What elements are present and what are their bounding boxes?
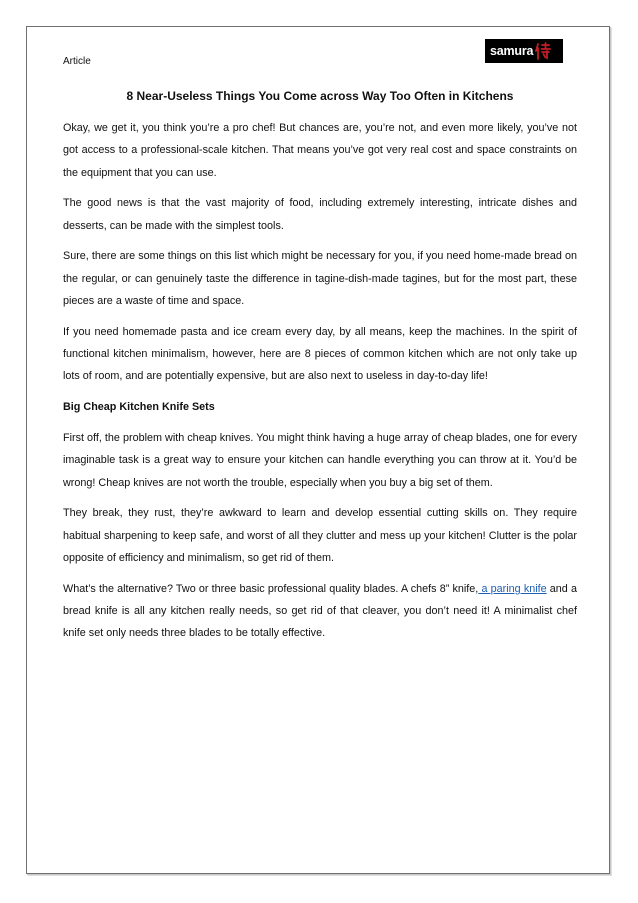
section-paragraph-1: First off, the problem with cheap knives. You might think having a huge array of cheap blades, one for every imaginable task is a great way to ensure your kitchen can handle everything you can throw at it. You’d be wrong! Cheap knives are not worth the trouble, especially when you buy a big set of them. xyxy=(63,432,577,489)
section-paragraph-3 xyxy=(63,578,577,645)
article-body xyxy=(63,117,577,653)
paragraph-text-after-link: and a bread knife is all any kitchen really needs, so get rid of that cleaver, you don’t need it! A minimalist chef knife set only needs three blades to be totally effective. xyxy=(63,582,577,640)
intro-paragraph-4: If you need homemade pasta and ice cream every day, by all means, keep the machines. In the spirit of functional kitchen minimalism, however, here are 8 pieces of common kitchen which are not only take up lots of room, and are potentially expensive, but are also next to useless in day-to-day life! xyxy=(63,325,577,383)
document-page xyxy=(26,26,610,874)
intro-paragraph-2: The good news is that the vast majority of food, including extremely interesting, intricate dishes and desserts, can be made with the simplest tools. xyxy=(63,197,577,232)
article-title: 8 Near-Useless Things You Come across Way Too Often in Kitchens xyxy=(126,89,514,103)
samura-logo xyxy=(485,39,563,63)
logo-text: samura xyxy=(490,44,534,58)
section-heading: Big Cheap Kitchen Knife Sets xyxy=(63,401,215,414)
header-label: Article xyxy=(63,56,91,67)
paragraph-text-before-link: What’s the alternative? Two or three basic professional quality blades. A chefs 8” knife, xyxy=(63,582,479,595)
intro-paragraph-1: Okay, we get it, you think you’re a pro chef! But chances are, you’re not, and even more likely, you’ve not got access to a professional-scale kitchen. That means you’ve got very real cost and space constraints on the equipment that you can use. xyxy=(63,122,577,179)
intro-paragraph-3: Sure, there are some things on this list which might be necessary for you, if you need home-made bread on the regular, or can genuinely taste the difference in tagine-dish-made tagines, but for the most part, these pieces are a waste of time and space. xyxy=(63,250,577,308)
samurai-kanji-mark-icon xyxy=(535,42,551,60)
section-paragraph-2: They break, they rust, they’re awkward to learn and develop essential cutting skills on. They require habitual sharpening to keep safe, and worst of all they clutter and mess up your kitchen! Clutter is the polar opposite of efficiency and minimalism, so get rid of them. xyxy=(63,507,577,565)
paring-knife-link[interactable]: a paring knife xyxy=(478,582,547,595)
